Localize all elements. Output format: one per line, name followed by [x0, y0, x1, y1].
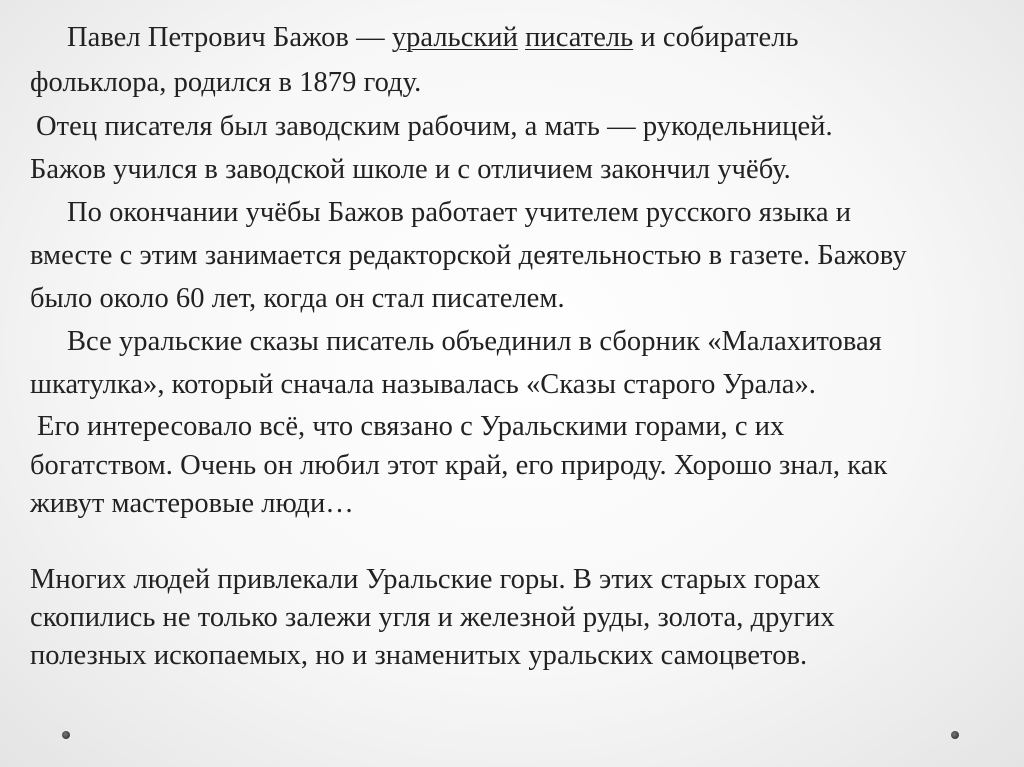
paragraph-5-line-3: живут мастеровые люди… [30, 488, 354, 519]
paragraph-3-line-3: было около 60 лет, когда он стал писателем. [30, 283, 565, 314]
underlined-word-pisatel: писатель [525, 22, 634, 53]
paragraph-6-line-1: Многих людей привлекали Уральские горы. В этих старых горах [30, 564, 821, 595]
paragraph-3-line-2: вместе с этим занимается редакторской деятельностью в газете. Бажову [30, 240, 907, 271]
text-segment: Павел Петрович Бажов — [67, 22, 392, 53]
paragraph-5-line-2: богатством. Очень он любил этот край, его природу. Хорошо знал, как [30, 450, 888, 481]
paragraph-2-line-1: Отец писателя был заводским рабочим, а мать — рукодельницей. [36, 111, 833, 142]
paragraph-3-line-1: По окончании учёбы Бажов работает учителем русского языка и [67, 197, 852, 228]
paragraph-5-line-1: Его интересовало всё, что связано с Уральскими горами, с их [37, 411, 785, 442]
paragraph-6-line-3: полезных ископаемых, но и знаменитых уральских самоцветов. [30, 640, 808, 671]
paragraph-2-line-2: Бажов учился в заводской школе и с отличием закончил учёбу. [30, 154, 791, 185]
paragraph-1-line-2: фольклора, родился в 1879 году. [30, 67, 422, 98]
decorative-dot-left [62, 731, 70, 739]
paragraph-4-line-1: Все уральские сказы писатель объединил в сборник «Малахитовая [67, 326, 882, 357]
text-segment: и собиратель [633, 22, 799, 53]
paragraph-4-line-2: шкатулка», который сначала называлась «Сказы старого Урала». [30, 369, 816, 400]
underlined-word-uralsky: уральский [391, 22, 518, 53]
paragraph-1-line-1 [67, 24, 799, 53]
paragraph-6-line-2: скопились не только залежи угля и железной руды, золота, других [30, 602, 835, 633]
decorative-dot-right [951, 731, 959, 739]
